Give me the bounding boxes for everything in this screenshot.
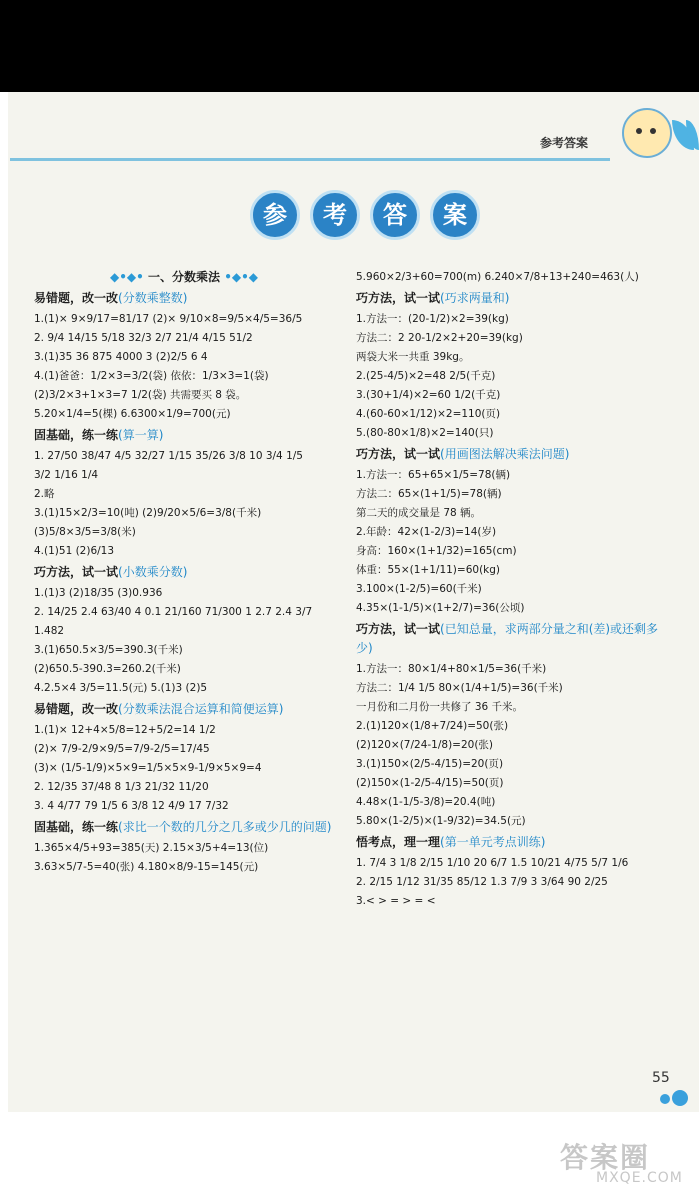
answer-line: 3.(1)35 36 875 4000 3 (2)2/5 6 4 — [34, 351, 208, 363]
title-char: 案 — [430, 190, 480, 240]
star-decoration: ◆•◆• — [110, 270, 144, 284]
answer-line: 1.365×4/5+93=385(天) 2.15×3/5+4=13(位) — [34, 842, 269, 854]
answer-line: 1. 27/50 38/47 4/5 32/27 1/15 35/26 3/8 10 3/4 1/5 — [34, 450, 303, 462]
answer-line: 体重：55×(1+1/11)=60(kg) — [356, 564, 501, 576]
section-title-sub: (巧求两量和) — [440, 291, 510, 305]
answer-line: 方法二：1/4 1/5 80×(1/4+1/5)=36(千米) — [356, 682, 563, 694]
answer-line: 2.略 — [34, 488, 55, 500]
answer-line: 3.100×(1-2/5)=60(千米) — [356, 583, 482, 595]
answer-line: 一月份和二月份一共修了 36 千米。 — [356, 701, 524, 713]
watermark: 答案圈 — [560, 1141, 651, 1174]
answer-line: 第二天的成交量是 78 辆。 — [356, 507, 482, 519]
top-black-bar — [0, 0, 699, 92]
answer-line: 两袋大米一共重 39kg。 — [356, 351, 470, 363]
section-title — [356, 445, 666, 464]
answer-line: 3. 4 4/77 79 1/5 6 3/8 12 4/9 17 7/32 — [34, 800, 229, 812]
section-title-sub: (小数乘分数) — [118, 565, 188, 579]
section-title-sub: (算一算) — [118, 428, 164, 442]
answer-line: 1. 7/4 3 1/8 2/15 1/10 20 6/7 1.5 10/21 4/75 5/7 1/6 — [356, 857, 629, 869]
answer-line: (3)5/8×3/5=3/8(米) — [34, 526, 136, 538]
answer-line: 2. 12/35 37/48 8 1/3 21/32 11/20 — [34, 781, 209, 793]
answer-line: 4.2.5×4 3/5=11.5(元) 5.(1)3 (2)5 — [34, 682, 208, 694]
answer-line: (2)3/2×3+1×3=7 1/2(袋) 共需要买 8 袋。 — [34, 389, 247, 401]
answer-line: 1.(1)× 9×9/17=81/17 (2)× 9/10×8=9/5×4/5=36/5 — [34, 313, 303, 325]
section-title-main: 固基础，练一练 — [34, 428, 119, 442]
section-title-main: 易错题，改一改 — [34, 702, 119, 716]
section-title-main: 巧方法，试一试 — [356, 291, 441, 305]
answer-line: 3.< > = > = < — [356, 895, 436, 907]
title-char: 答 — [370, 190, 420, 240]
answer-line: 4.35×(1-1/5)×(1+2/7)=36(公顷) — [356, 602, 525, 614]
section-title — [356, 620, 666, 658]
answer-line: (2)150×(1-2/5-4/15)=50(页) — [356, 777, 504, 789]
section-title — [34, 563, 334, 582]
answer-line: 3.(30+1/4)×2=60 1/2(千克) — [356, 389, 501, 401]
watermark-site: MXQE.COM — [596, 1170, 683, 1186]
answer-line: 1.方法一：(20-1/2)×2=39(kg) — [356, 313, 509, 325]
section-title-sub: (分数乘整数) — [118, 291, 188, 305]
section-title-sub: (用画图法解决乘法问题) — [440, 447, 570, 461]
section-title — [356, 833, 666, 852]
answer-line: 3.63×5/7-5=40(张) 4.180×8/9-15=145(元) — [34, 861, 259, 873]
mascot-icon — [622, 108, 672, 158]
section-title — [356, 289, 666, 308]
answer-line: 身高：160×(1+1/32)=165(cm) — [356, 545, 517, 557]
section-title — [34, 289, 334, 308]
section-heading-text: 一、分数乘法 — [147, 270, 220, 284]
answer-line: (2)× 7/9-2/9×9/5=7/9-2/5=17/45 — [34, 743, 210, 755]
right-column — [356, 268, 666, 911]
header-label: 参考答案 — [540, 136, 589, 150]
answer-line: 2.(1)120×(1/8+7/24)=50(张) — [356, 720, 509, 732]
answer-line: 1.(1)3 (2)18/35 (3)0.936 — [34, 587, 163, 599]
answer-line: 4.48×(1-1/5-3/8)=20.4(吨) — [356, 796, 496, 808]
section-title-main: 固基础，练一练 — [34, 820, 119, 834]
section-title-sub: (已知总量，求两部分量之和(差)或还剩多少) — [356, 622, 659, 655]
answer-line: 5.(80-80×1/8)×2=140(只) — [356, 427, 494, 439]
header-rule — [10, 158, 610, 161]
section-title — [34, 700, 334, 719]
section-title-main: 悟考点，理一理 — [356, 835, 441, 849]
answer-line: 4.(60-60×1/12)×2=110(页) — [356, 408, 501, 420]
answer-line: 1.482 — [34, 625, 65, 637]
answer-line: 3.(1)15×2/3=10(吨) (2)9/20×5/6=3/8(千米) — [34, 507, 262, 519]
section-title-main: 易错题，改一改 — [34, 291, 119, 305]
section-heading — [34, 268, 334, 287]
answer-line: 1.方法一：65+65×1/5=78(辆) — [356, 469, 511, 481]
answer-line: 3.(1)150×(2/5-4/15)=20(页) — [356, 758, 504, 770]
left-column — [34, 268, 334, 877]
page-dots-decoration — [660, 1090, 690, 1106]
answer-line: 1.方法一：80×1/4+80×1/5=36(千米) — [356, 663, 547, 675]
answer-line: 2. 14/25 2.4 63/40 4 0.1 21/160 71/300 1 2.7 2.4 3/7 — [34, 606, 313, 618]
answer-line: 5.20×1/4=5(棵) 6.6300×1/9=700(元) — [34, 408, 231, 420]
answer-line: 3/2 1/16 1/4 — [34, 469, 99, 481]
answer-line: 5.80×(1-2/5)×(1-9/32)=34.5(元) — [356, 815, 526, 827]
answer-line: 2.(25-4/5)×2=48 2/5(千克) — [356, 370, 496, 382]
section-title — [34, 426, 334, 445]
answer-line: 4.(1)51 (2)6/13 — [34, 545, 115, 557]
answer-line: (3)× (1/5-1/9)×5×9=1/5×5×9-1/9×5×9=4 — [34, 762, 262, 774]
section-title-sub: (第一单元考点训练) — [440, 835, 546, 849]
title-char: 参 — [250, 190, 300, 240]
answer-line: 方法二：65×(1+1/5)=78(辆) — [356, 488, 502, 500]
title-char: 考 — [310, 190, 360, 240]
section-title — [34, 818, 334, 837]
answer-line: 方法二：2 20-1/2×2+20=39(kg) — [356, 332, 523, 344]
answer-line: 3.(1)650.5×3/5=390.3(千米) — [34, 644, 183, 656]
section-title-sub: (分数乘法混合运算和简便运算) — [118, 702, 284, 716]
section-title-main: 巧方法，试一试 — [356, 622, 441, 636]
answer-line: 4.(1)爸爸：1/2×3=3/2(袋) 依依：1/3×3=1(袋) — [34, 370, 269, 382]
page-number: 55 — [652, 1070, 670, 1086]
star-decoration: •◆•◆ — [224, 270, 258, 284]
section-title-main: 巧方法，试一试 — [34, 565, 119, 579]
answer-line: 2.年龄：42×(1-2/3)=14(岁) — [356, 526, 497, 538]
answer-line: (2)650.5-390.3=260.2(千米) — [34, 663, 181, 675]
answer-line: 5.960×2/3+60=700(m) 6.240×7/8+13+240=463(人) — [356, 271, 639, 283]
answer-line: (2)120×(7/24-1/8)=20(张) — [356, 739, 494, 751]
section-title-main: 巧方法，试一试 — [356, 447, 441, 461]
answer-line: 1.(1)× 12+4×5/8=12+5/2=14 1/2 — [34, 724, 216, 736]
answer-line: 2. 2/15 1/12 31/35 85/12 1.3 7/9 3 3/64 90 2/25 — [356, 876, 608, 888]
page-title — [250, 190, 480, 240]
answer-line: 2. 9/4 14/15 5/18 32/3 2/7 21/4 4/15 51/2 — [34, 332, 253, 344]
section-title-sub: (求比一个数的几分之几多或少几的问题) — [118, 820, 332, 834]
